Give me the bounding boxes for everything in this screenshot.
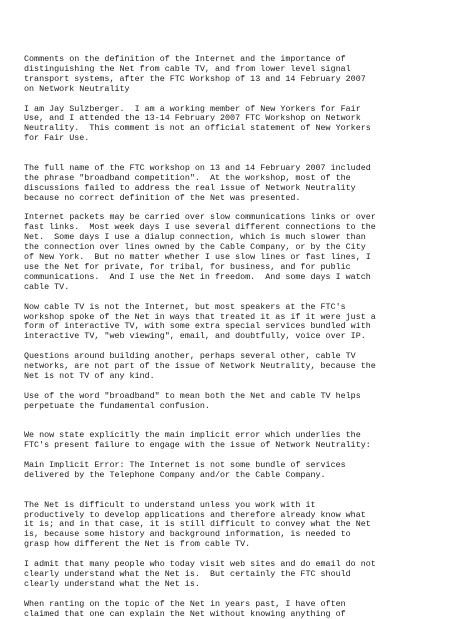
paragraph-spacer [24, 144, 464, 164]
paragraph-ranting: When ranting on the topic of the Net in years past, I have often claimed that one can explain the Net without knowing anything of [24, 598, 346, 619]
paragraph-main-error: Main Implicit Error: The Internet is not some bundle of services delivered by the Telephone Company and/or the Cable Company. [24, 460, 346, 480]
paragraph-spacer [24, 412, 464, 432]
paragraph-admit: I admit that many people who today visit web sites and do email do not clearly understand what the Net is. But certainly the FTC should clearly understand what the Net is. [24, 559, 376, 589]
document-body [24, 55, 464, 619]
paragraph-author: I am Jay Sulzberger. I am a working member of New Yorkers for Fair Use, and I attended the 13-14 February 2007 FTC Workshop on Network Neutrality. This comment is not an official statement of New Yorkers for Fair Use. [24, 103, 371, 144]
paragraph-workshop-name: The full name of the FTC workshop on 13 and 14 February 2007 included the phrase "broadband competition". At the workshop, most of the discussions failed to address the real issue of Network Neutrality because no correct definition of the Net was presented. [24, 162, 371, 203]
paragraph-questions: Questions around building another, perhaps several other, cable TV networks, are not part of the issue of Network Neutrality, because the Net is not TV of any kind. [24, 351, 376, 381]
paragraph-difficult: The Net is difficult to understand unless you work with it productively to develop applications and therefore already know what it is; and in that case, it is still difficult to convey what the Net is, because some history and background information, is needed to grasp how different the Net is from cable TV. [24, 499, 371, 550]
paragraph-broadband-word: Use of the word "broadband" to mean both the Net and cable TV helps perpetuate the fundamental confusion. [24, 390, 361, 411]
paragraph-packets: Internet packets may be carried over slow communications links or over fast links. Most week days I use several different connections to the Net. Some days I use a dialup connection, which is much slower than the connection over lines owned by the Cable Company, or by the City of New York. But no matter whether I use slow lines or fast lines, I use the Net for private, for tribal, for business, and for public communications. And I use the Net in freedom. And some days I watch cable TV. [24, 212, 376, 292]
paragraph-state-explicitly: We now state explicitly the main implicit error which underlies the FTC's present failure to engage with the issue of Network Neutrality: [24, 430, 371, 451]
paragraph-spacer [24, 481, 464, 501]
paragraph-cable-tv: Now cable TV is not the Internet, but most speakers at the FTC's workshop spoke of the Net in ways that treated it as if it were just a form of interactive TV, with some extra special services bundled with interactive TV, "web viewing", email, and doubtfully, voice over IP. [24, 301, 376, 342]
paragraph-intro: Comments on the definition of the Internet and the importance of distinguishing the Net from cable TV, and from lower level signal transport systems, after the FTC Workshop of 13 and 14 February 2007 on Network Neutrality [24, 54, 366, 94]
